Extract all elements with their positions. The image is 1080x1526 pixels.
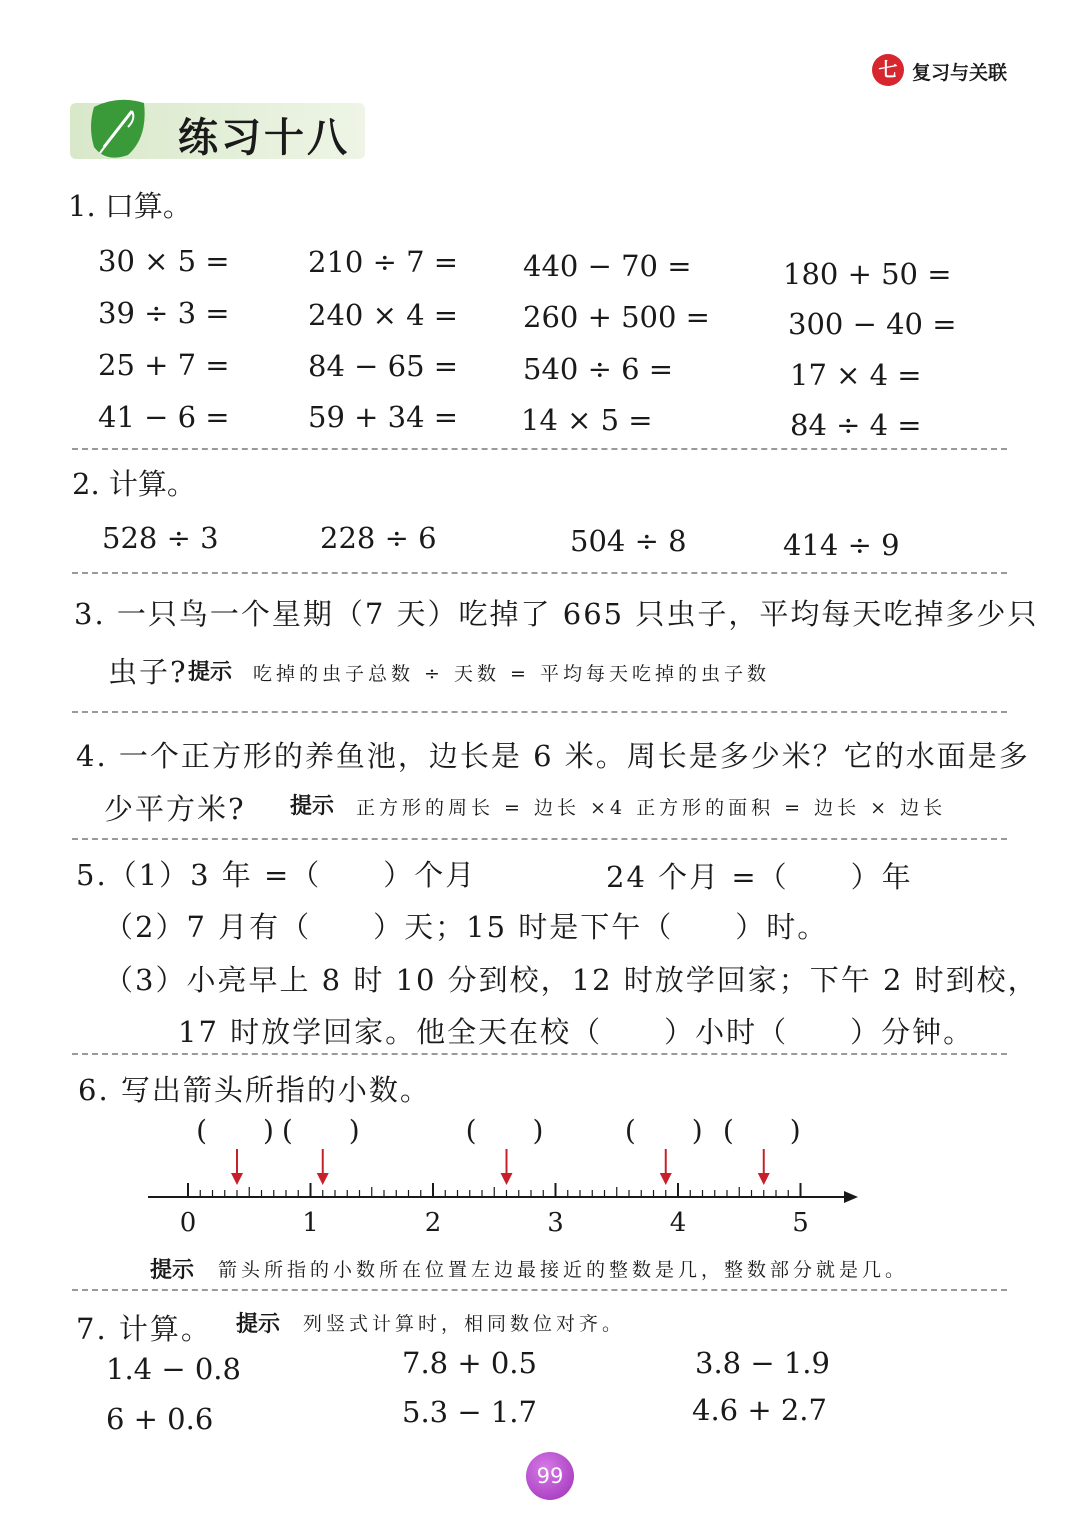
q1-item: 17 × 4 = <box>790 358 922 392</box>
q1-item: 240 × 4 = <box>308 298 459 332</box>
divider <box>72 838 1007 840</box>
q3-hint-label: 提示 <box>188 660 233 685</box>
q3-hint-text: 吃掉的虫子总数 ÷ 天数 = 平均每天吃掉的虫子数 <box>253 663 770 685</box>
divider <box>72 1289 1007 1291</box>
tick-label: 0 <box>179 1208 197 1238</box>
q1-item: 300 − 40 = <box>788 307 957 341</box>
q3-text-line1: 3. 一只鸟一个星期（7 天）吃掉了 665 只虫子，平均每天吃掉多少只 <box>74 597 1039 631</box>
divider <box>72 448 1007 450</box>
red-arrow-icon <box>317 1173 329 1185</box>
answer-blank: ( ) <box>465 1114 544 1147</box>
divider <box>72 1053 1007 1055</box>
answer-blank: ( ) <box>196 1114 274 1147</box>
q1-item: 440 − 70 = <box>523 249 692 283</box>
red-arrow-icon <box>660 1173 672 1185</box>
chapter-title: 复习与关联 <box>912 62 1008 84</box>
answer-blank: ( ) <box>722 1114 801 1147</box>
q7-item: 3.8 − 1.9 <box>695 1346 830 1380</box>
q7-hint-label: 提示 <box>236 1312 281 1337</box>
q7-item: 5.3 − 1.7 <box>402 1395 537 1429</box>
q1-item: 84 − 65 = <box>308 349 459 383</box>
q2-item: 528 ÷ 3 <box>102 521 219 555</box>
q6-hint-label: 提示 <box>150 1258 195 1283</box>
leaf-pen-icon <box>88 97 150 163</box>
q1-item: 14 × 5 = <box>521 403 653 437</box>
q7-item: 4.6 + 2.7 <box>692 1393 827 1427</box>
page-number-badge: 99 <box>526 1452 574 1500</box>
divider <box>72 711 1007 713</box>
chapter-number-badge: 七 <box>872 54 904 86</box>
red-arrow-icon <box>231 1173 243 1185</box>
exercise-title: 练习十八 <box>178 115 350 161</box>
q7-hint-text: 列竖式计算时，相同数位对齐。 <box>303 1313 626 1335</box>
q7-heading: 7. 计算。 <box>76 1312 212 1346</box>
q1-heading: 1. 口算。 <box>68 189 192 223</box>
q3-text-line2: 虫子? <box>108 655 188 689</box>
q1-item: 39 ÷ 3 = <box>98 296 230 330</box>
tick-label: 1 <box>302 1208 319 1238</box>
q7-item: 6 + 0.6 <box>106 1402 214 1436</box>
q2-heading: 2. 计算。 <box>72 467 196 501</box>
red-arrow-icon <box>501 1173 513 1185</box>
q1-item: 210 ÷ 7 = <box>308 245 459 279</box>
q6-hint-text: 箭头所指的小数所在位置左边最接近的整数是几，整数部分就是几。 <box>218 1259 909 1281</box>
q5-part3a: （3）小亮早上 8 时 10 分到校，12 时放学回家；下午 2 时到校， <box>104 963 1039 997</box>
q4-hint-label: 提示 <box>290 794 335 819</box>
q1-item: 540 ÷ 6 = <box>523 352 674 386</box>
q7-item: 7.8 + 0.5 <box>402 1346 537 1380</box>
q5-part3b: 17 时放学回家。他全天在校（ ）小时（ ）分钟。 <box>178 1015 975 1049</box>
q4-text-line2: 少平方米? <box>104 792 246 826</box>
tick-label: 5 <box>792 1208 809 1238</box>
tick-label: 4 <box>669 1208 687 1238</box>
q1-item: 180 + 50 = <box>783 257 952 291</box>
q7-item: 1.4 − 0.8 <box>106 1352 241 1386</box>
q1-item: 59 + 34 = <box>308 400 459 434</box>
q1-item: 25 + 7 = <box>98 348 230 382</box>
number-line <box>0 1100 1080 1250</box>
q1-item: 84 ÷ 4 = <box>790 408 922 442</box>
answer-blank: ( ) <box>624 1114 703 1147</box>
tick-label: 2 <box>424 1208 442 1238</box>
q4-text-line1: 4. 一个正方形的养鱼池，边长是 6 米。周长是多少米？它的水面是多 <box>76 739 1030 773</box>
q2-item: 228 ÷ 6 <box>320 521 437 555</box>
q4-hint-text: 正方形的周长 = 边长 ×4 正方形的面积 = 边长 × 边长 <box>356 797 947 819</box>
q1-item: 41 − 6 = <box>98 400 230 434</box>
q5-part2: （2）7 月有（ ）天；15 时是下午（ ）时。 <box>104 910 829 944</box>
divider <box>72 572 1007 574</box>
q1-item: 260 + 500 = <box>523 300 710 334</box>
q6-heading: 6. 写出箭头所指的小数。 <box>78 1073 431 1107</box>
axis-arrowhead-icon <box>844 1191 858 1203</box>
q5-part1b: 24 个月 =（ ）年 <box>606 860 913 894</box>
answer-blank: ( ) <box>281 1114 360 1147</box>
red-arrow-icon <box>758 1173 770 1185</box>
q2-item: 414 ÷ 9 <box>783 528 900 562</box>
q5-part1a: 5.（1）3 年 =（ ）个月 <box>76 858 477 892</box>
q1-item: 30 × 5 = <box>98 244 230 278</box>
q2-item: 504 ÷ 8 <box>570 524 687 558</box>
tick-label: 3 <box>547 1208 564 1238</box>
